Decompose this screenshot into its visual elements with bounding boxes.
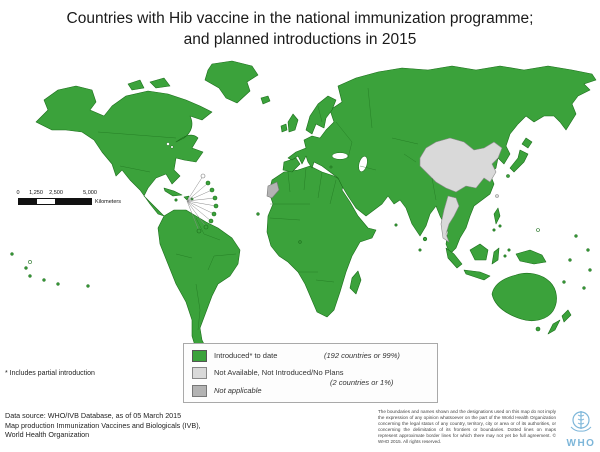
region-new-zealand <box>548 310 571 334</box>
data-source-text: Data source: WHO/IVB Database, as of 05 March 2015 Map production Immunization Vaccines and Biologicals (IVB), World Health Organization <box>5 411 201 440</box>
legend-swatch-not-available <box>192 367 207 379</box>
region-tasmania <box>536 327 540 331</box>
region-japan <box>507 138 533 178</box>
scale-tick: 2,500 <box>49 190 63 196</box>
scale-unit-label: Kilometers <box>95 199 121 205</box>
scale-tick: 0 <box>16 190 20 196</box>
scale-tick: 1,250 <box>29 190 43 196</box>
who-logo <box>563 407 599 449</box>
legend-note-not-available: (2 countries or 1%) <box>330 378 394 387</box>
map-footnote: * Includes partial introduction <box>5 370 95 377</box>
legend-label-introduced: Introduced* to date <box>214 351 278 360</box>
legend-swatch-introduced <box>192 350 207 362</box>
title-line-1: Countries with Hib vaccine in the national immunization programme; <box>66 10 534 27</box>
legend-label-not-applicable: Not applicable <box>214 386 262 395</box>
region-madagascar <box>350 271 361 294</box>
map-legend <box>183 343 438 403</box>
region-philippines <box>493 208 501 231</box>
region-cuba <box>164 188 182 196</box>
who-emblem-icon <box>568 407 594 433</box>
scale-tick: 5,000 <box>83 190 97 196</box>
region-iceland <box>261 96 270 104</box>
map-scale-bar <box>0 190 140 210</box>
who-logo-text: WHO <box>566 438 596 449</box>
scale-bar-graphic <box>18 198 92 205</box>
legend-swatch-not-applicable <box>192 385 207 397</box>
region-greenland <box>205 61 258 103</box>
legend-note-introduced: (192 countries or 99%) <box>324 351 400 360</box>
legend-label-not-available: Not Available, Not Introduced/No Plans <box>214 368 344 377</box>
title-line-2: and planned introductions in 2015 <box>183 30 417 48</box>
region-uk <box>288 114 298 132</box>
who-disclaimer-text: The boundaries and names shown and the designations used on this map do not imply the expression of any opinion whatsoever on the part of the World Health Organization concerning the legal status of any country, territory, city or area or of its authorities, or concerning the delimitation of its frontiers or boundaries. Dotted lines on maps represent approximate border lines for which there may not yet be full agreement. © WHO 2015. All rights reserved. <box>378 409 556 444</box>
page-title <box>0 9 600 51</box>
region-australia <box>492 273 557 321</box>
region-ireland <box>281 124 287 132</box>
black-sea <box>332 153 348 160</box>
